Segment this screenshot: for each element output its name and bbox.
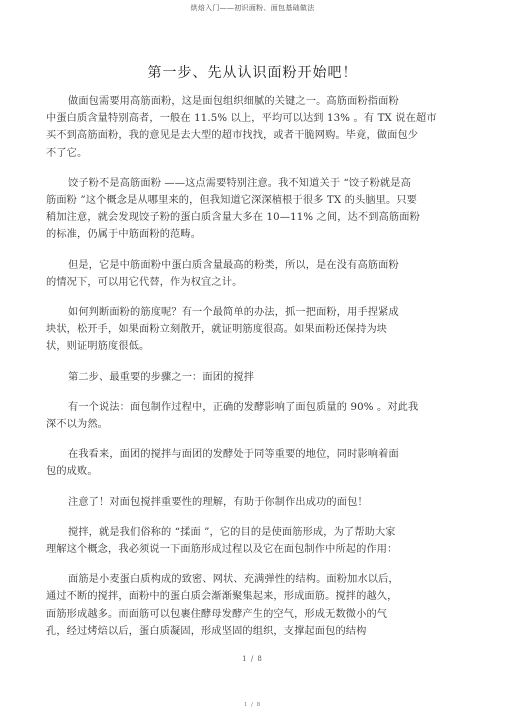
page-number: 1 / 8 <box>242 655 263 663</box>
paragraph <box>46 494 466 511</box>
document-body <box>46 93 466 653</box>
paragraph-line: 筋面粉 ”这个概念是从哪里来的，但我知道它深深植根于很多 TX 的头脑里。只要 <box>46 195 418 207</box>
page-title: 第一步、先从认识面粉开始吧！ <box>147 65 358 81</box>
paragraph <box>46 369 466 386</box>
paragraph <box>46 399 466 433</box>
paragraph-line: 深不以为然。 <box>46 419 109 431</box>
paragraph-line: 的情况下，可以用它代替，作为权宜之计。 <box>46 276 243 288</box>
paragraph-line: 状，则证明筋度很低。 <box>46 341 150 353</box>
paragraph <box>46 175 466 244</box>
paragraph-line: 饺子粉不是高筋面粉 ——这点需要特别注意。我不知道关于 “饺子粉就是高 <box>68 177 411 189</box>
paragraph-line: 买不到高筋面粉，我的意见是去大型的超市找找，或者干脆网购。毕竟，做面包少 <box>46 130 419 142</box>
paragraph <box>46 571 466 640</box>
paragraph <box>46 524 466 558</box>
paragraph-line: 如何判断面粉的筋度呢？有一个最简单的办法，抓一把面粉，用手捏紧成 <box>68 307 399 319</box>
paragraph-line: 通过不断的搅拌，面粉中的蛋白质会渐渐聚集起来，形成面筋。搅拌的越久， <box>46 591 398 603</box>
paragraph <box>46 304 466 356</box>
paragraph-line: 有一个说法：面包制作过程中，正确的发酵影响了面包质量的 90% 。对此我 <box>68 401 419 413</box>
paragraph-line: 中蛋白质含量特别高者，一般在 11.5% 以上，平均可以达到 13% 。有 TX 说在超市 <box>46 113 437 125</box>
paragraph <box>46 93 466 162</box>
paragraph-line: 面筋是小麦蛋白质构成的致密、网状、充满弹性的结构。面粉加水以后， <box>68 574 399 586</box>
paragraph-line: 包的成败。 <box>46 466 98 478</box>
paragraph-line: 不了它。 <box>46 147 88 159</box>
paragraph-line: 搅拌，就是我们俗称的 “揉面 ”，它的目的是使面筋形成，为了帮助大家 <box>68 526 396 538</box>
paragraph-line: 块状，松开手，如果面粉立刻散开，就证明筋度很高。如果面粉还保持为块 <box>46 324 388 336</box>
paragraph-line: 面筋形成越多。而面筋可以包裹住酵母发酵产生的空气，形成无数微小的气 <box>46 608 388 620</box>
header-title: 烘焙入门——初识面粉、面包基础做法 <box>190 4 315 12</box>
paragraph-line: 但是，它是中筋面粉中蛋白质含量最高的粉类，所以，是在没有高筋面粉 <box>68 259 399 271</box>
paragraph-line: 做面包需要用高筋面粉，这是面包组织细腻的关键之一。高筋面粉指面粉 <box>68 96 399 107</box>
paragraph-line: 稍加注意，就会发现饺子粉的蛋白质含量大多在 10—11% 之间，达不到高筋面粉 <box>46 212 420 224</box>
paragraph-line: 的标准，仍属于中筋面粉的范畴。 <box>46 229 202 241</box>
paragraph-line: 理解这个概念，我必须说一下面筋形成过程以及它在面包制作中所起的作用： <box>46 544 398 556</box>
paragraph <box>46 257 466 291</box>
paragraph-line: 注意了！对面包搅拌重要性的理解，有助于你制作出成功的面包！ <box>68 496 368 508</box>
page-counter: 1 / 8 <box>243 702 262 708</box>
paragraph-line: 孔，经过烤焙以后，蛋白质凝固，形成坚固的组织，支撑起面包的结构 <box>46 625 367 637</box>
paragraph <box>46 446 466 480</box>
paragraph-line: 第二步、最重要的步骤之一：面团的搅拌 <box>68 371 255 383</box>
paragraph-line: 在我看来，面团的搅拌与面团的发酵处于同等重要的地位，同时影响着面 <box>68 449 399 461</box>
